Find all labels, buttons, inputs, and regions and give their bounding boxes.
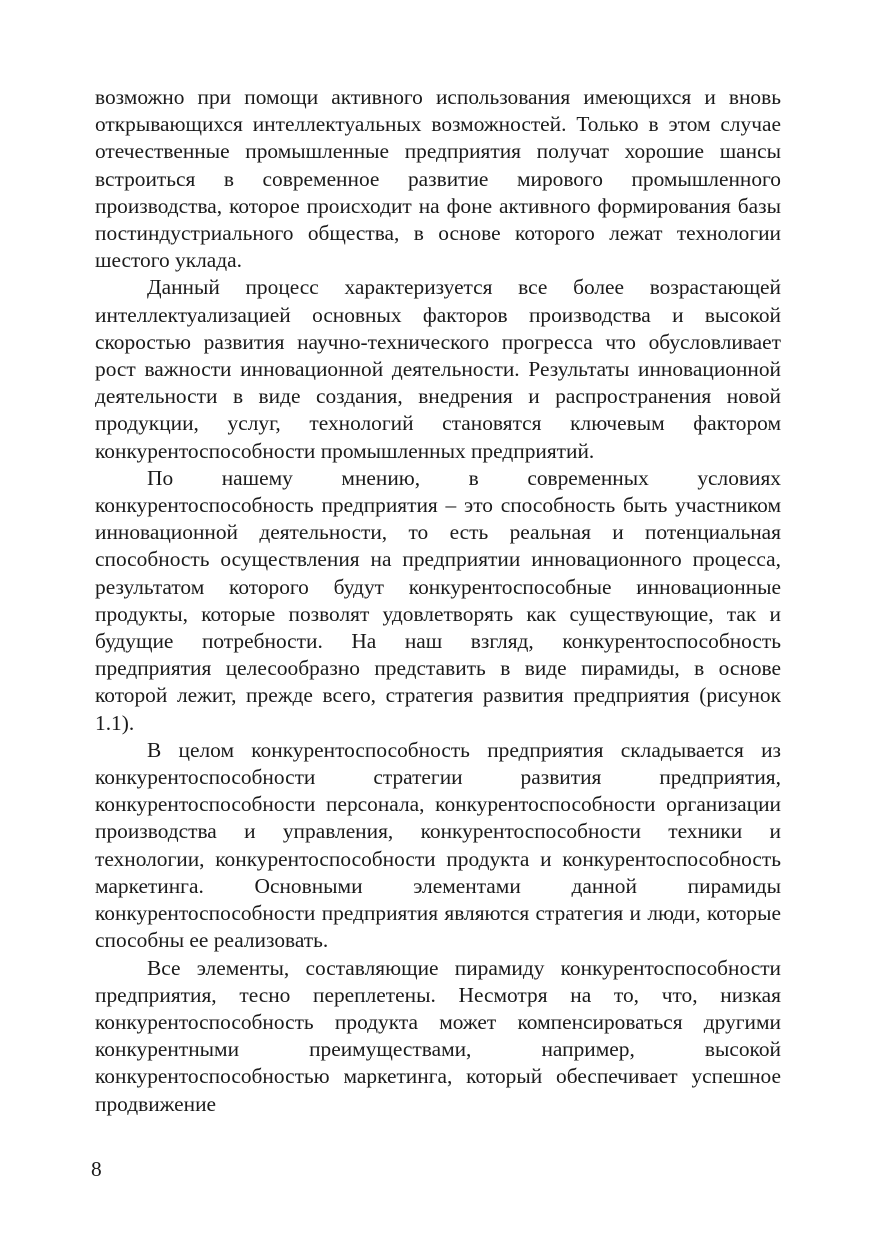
paragraph-1: возможно при помощи активного использования имеющихся и вновь открывающихся интеллектуальных возможностей. Только в этом случае отечественные промышленные предприятия получат хорошие шансы встроиться в современное развитие мирового промышленного производства, которое происходит на фоне активного формирования базы постиндустриального общества, в основе которого лежат технологии шестого уклада.	[95, 85, 781, 273]
page-number: 8	[91, 1157, 102, 1181]
paragraph-4: В целом конкурентоспособность предприятия складывается из конкурентоспособности стратегии развития предприятия, конкурентоспособности персонала, конкурентоспособности организации производства и управления, конкурентоспособности техники и технологии, конкурентоспособности продукта и конкурентоспособность маркетинга. Основными элементами данной пирамиды конкурентоспособности предприятия являются стратегия и люди, которые способны ее реализовать.	[95, 737, 781, 953]
paragraph-5: Все элементы, составляющие пирамиду конкурентоспособности предприятия, тесно переплетены. Несмотря на то, что, низкая конкурентоспособность продукта может компенсироваться другими конкурентными преимуществами, например, высокой конкурентоспособностью маркетинга, который обеспечивает успешное продвижение	[95, 955, 781, 1116]
paragraph-3: По нашему мнению, в современных условиях конкурентоспособность предприятия – это способность быть участником инновационной деятельности, то есть реальная и потенциальная способность осуществления на предприятии инновационного процесса, результатом которого будут конкурентоспособные инновационные продукты, которые позволят удовлетворять как существующие, так и будущие потребности. На наш взгляд, конкурентоспособность предприятия целесообразно представить в виде пирамиды, в основе которой лежит, прежде всего, стратегия развития предприятия (рисунок 1.1).	[95, 465, 781, 735]
page-body	[95, 84, 781, 1118]
paragraph-2: Данный процесс характеризуется все более возрастающей интеллектуализацией основных факторов производства и высокой скоростью развития научно-технического прогресса что обусловливает рост важности инновационной деятельности. Результаты инновационной деятельности в виде создания, внедрения и распространения новой продукции, услуг, технологий становятся ключевым фактором конкурентоспособности промышленных предприятий.	[95, 275, 781, 463]
